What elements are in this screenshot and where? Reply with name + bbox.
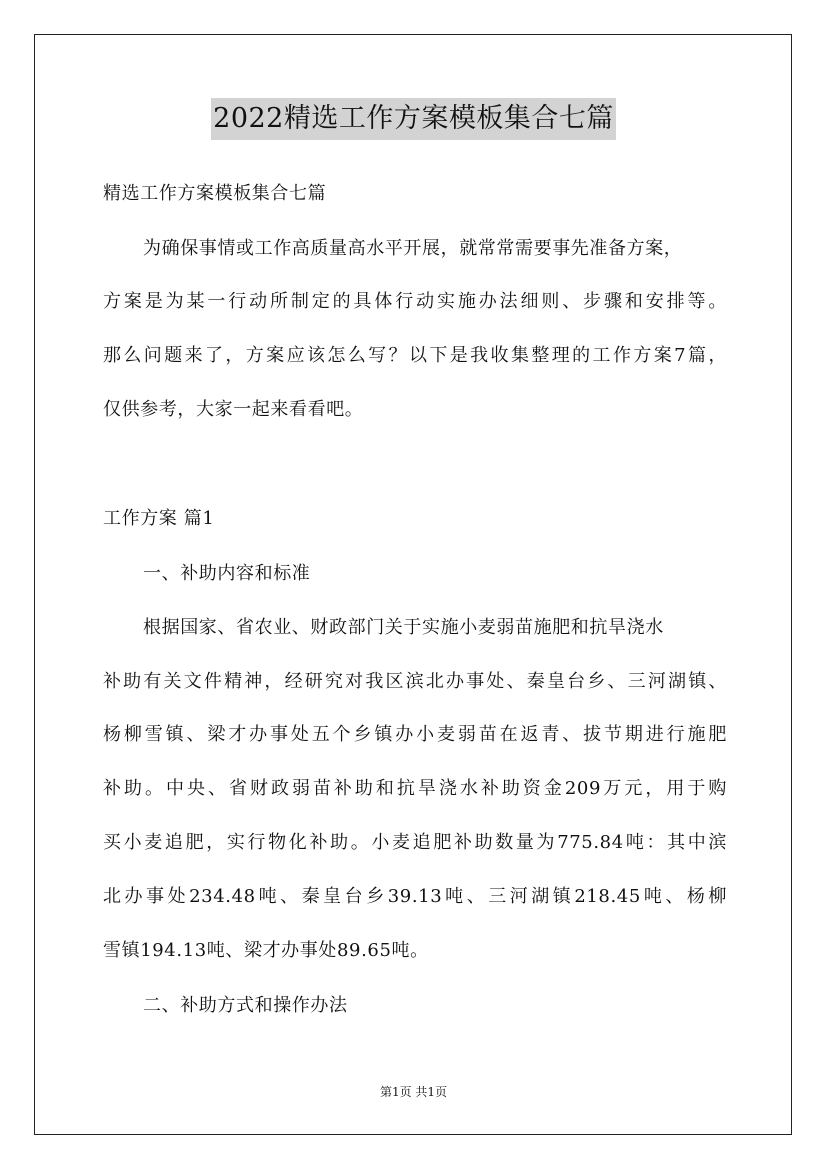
page-footer: 第1页 共1页 — [379, 1085, 448, 1099]
intro-line-4: 仅供参考，大家一起来看看吧。 — [103, 399, 364, 420]
heading-1: 一、补助内容和标准 — [143, 563, 311, 584]
para1-line-5: 买小麦追肥，实行物化补助。小麦追肥补助数量为775.84吨：其中滨 — [103, 832, 727, 853]
intro-line-3: 那么问题来了，方案应该怎么写？以下是我收集整理的工作方案7篇， — [103, 345, 727, 366]
para1-line-7: 雪镇194.13吨、梁才办事处89.65吨。 — [103, 940, 429, 961]
para1-line-4: 补助。中央、省财政弱苗补助和抗旱浇水补助资金209万元，用于购 — [103, 778, 727, 799]
intro-line-1: 为确保事情或工作高质量高水平开展，就常常需要事先准备方案， — [143, 238, 683, 259]
intro-line-2: 方案是为某一行动所制定的具体行动实施办法细则、步骤和安排等。 — [103, 291, 727, 312]
para1-line-1: 根据国家、省农业、财政部门关于实施小麦弱苗施肥和抗旱浇水 — [143, 617, 664, 638]
para1-line-6: 北办事处234.48吨、秦皇台乡39.13吨、三河湖镇218.45吨、杨柳 — [103, 886, 727, 907]
para1-line-2: 补助有关文件精神，经研究对我区滨北办事处、秦皇台乡、三河湖镇、 — [103, 671, 727, 692]
section-title: 工作方案 篇1 — [103, 508, 215, 529]
subtitle: 精选工作方案模板集合七篇 — [103, 183, 327, 204]
title-container — [0, 98, 827, 140]
document-title: 2022精选工作方案模板集合七篇 — [211, 98, 616, 140]
heading-2: 二、补助方式和操作办法 — [143, 995, 348, 1016]
para1-line-3: 杨柳雪镇、梁才办事处五个乡镇办小麦弱苗在返青、拔节期进行施肥 — [103, 724, 727, 745]
